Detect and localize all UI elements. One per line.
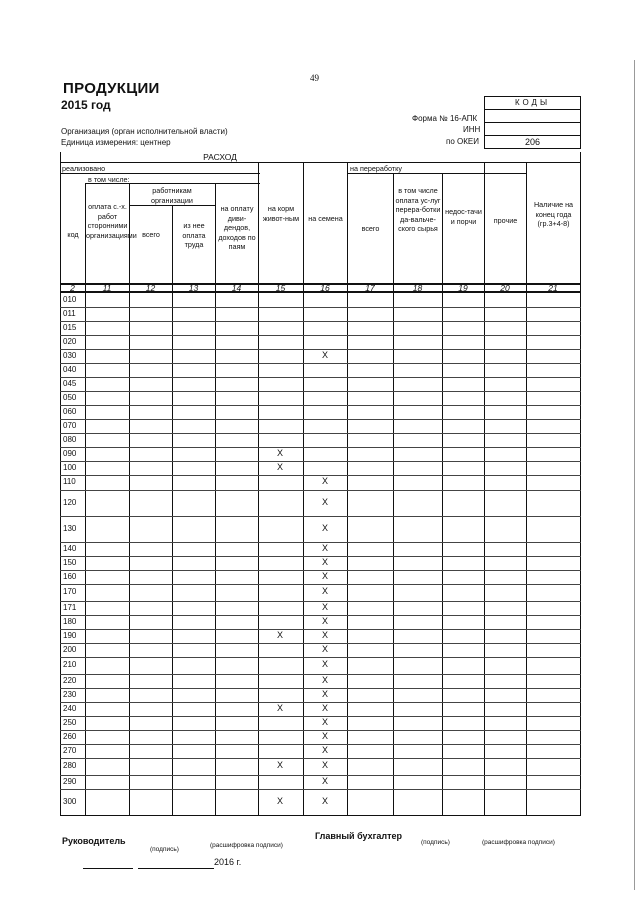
row-code: 010 bbox=[63, 295, 77, 305]
row-code: 090 bbox=[63, 449, 77, 459]
row-divider bbox=[60, 419, 581, 420]
row-code: 280 bbox=[63, 761, 77, 771]
x-mark-col15: X bbox=[276, 448, 283, 459]
row-divider bbox=[60, 447, 581, 448]
col-num-11: 11 bbox=[102, 283, 112, 293]
codes-inn-field[interactable] bbox=[485, 123, 580, 136]
col-num-14: 14 bbox=[231, 283, 242, 293]
row-divider bbox=[60, 516, 581, 517]
x-mark-col16: X bbox=[321, 542, 328, 553]
row-code: 040 bbox=[63, 365, 77, 375]
footer-year: 2016 г. bbox=[214, 857, 242, 867]
head-decoding-caption: (расшифровка подписи) bbox=[210, 842, 283, 849]
x-mark-col16: X bbox=[321, 629, 328, 640]
row-divider bbox=[60, 335, 581, 336]
x-mark-col16: X bbox=[321, 643, 328, 654]
x-mark-col16: X bbox=[321, 744, 328, 755]
row-divider bbox=[60, 758, 581, 759]
col-num-13: 13 bbox=[188, 283, 199, 293]
x-mark-col15: X bbox=[276, 702, 283, 713]
row-code: 220 bbox=[63, 675, 77, 685]
realizovano-header: реализовано bbox=[62, 164, 106, 173]
row-code: 011 bbox=[63, 309, 76, 319]
date-day-line[interactable] bbox=[83, 868, 133, 869]
x-mark-col16: X bbox=[321, 476, 328, 487]
row-code: 080 bbox=[63, 435, 77, 445]
row-code: 270 bbox=[63, 745, 77, 755]
row-code: 130 bbox=[63, 523, 77, 533]
x-mark-col16: X bbox=[321, 730, 328, 741]
row-code: 300 bbox=[63, 797, 77, 806]
x-mark-col16: X bbox=[321, 586, 328, 597]
row-code: 190 bbox=[63, 630, 77, 640]
row-code: 250 bbox=[63, 717, 77, 727]
col-num-12: 12 bbox=[145, 283, 156, 293]
form-number-label: Форма № 16-АПК bbox=[412, 114, 478, 123]
chief-accountant-label: Главный бухгалтер bbox=[315, 831, 403, 841]
x-mark-col16: X bbox=[321, 674, 328, 685]
inn-label: ИНН bbox=[463, 125, 481, 134]
head-label: Руководитель bbox=[62, 836, 126, 846]
okei-label: по ОКЕИ bbox=[446, 137, 479, 146]
x-mark-col16: X bbox=[321, 615, 328, 626]
x-mark-col16: X bbox=[321, 796, 328, 806]
row-code: 150 bbox=[63, 557, 77, 567]
x-mark-col16: X bbox=[321, 760, 328, 771]
row-code: 030 bbox=[63, 351, 77, 361]
row-code: 015 bbox=[63, 323, 77, 333]
vsego-header-1: всего bbox=[142, 230, 160, 239]
date-month-line[interactable] bbox=[138, 868, 214, 869]
row-divider bbox=[60, 461, 581, 462]
row-divider bbox=[60, 584, 581, 585]
row-code: 180 bbox=[63, 616, 77, 626]
x-mark-col16: X bbox=[321, 702, 328, 713]
col-num-20: 20 bbox=[500, 283, 510, 293]
x-mark-col15: X bbox=[276, 629, 283, 640]
row-divider bbox=[60, 363, 581, 364]
x-mark-col16: X bbox=[321, 688, 328, 699]
col-num-17: 17 bbox=[365, 283, 375, 293]
x-mark-col16: X bbox=[321, 350, 328, 361]
scan-edge-line bbox=[634, 60, 635, 890]
accountant-signature-caption: (подпись) bbox=[421, 839, 450, 846]
row-code: 060 bbox=[63, 407, 77, 417]
x-mark-col15: X bbox=[276, 796, 283, 806]
col-num-2: 2 bbox=[70, 283, 75, 293]
row-code: 160 bbox=[63, 571, 77, 581]
codes-form-field[interactable] bbox=[485, 110, 580, 123]
col-num-15: 15 bbox=[275, 283, 286, 293]
row-code: 045 bbox=[63, 379, 77, 389]
row-code: 290 bbox=[63, 776, 77, 786]
row-code: 210 bbox=[63, 660, 77, 670]
v-tom-chisle-header: в том числе: bbox=[88, 175, 130, 184]
x-mark-col16: X bbox=[321, 556, 328, 567]
row-code: 200 bbox=[63, 644, 77, 654]
row-code: 070 bbox=[63, 421, 77, 431]
v-tom-chisle-oplata-header: в том числе оплата ус-луг перера-ботки да-вальче-ского сырья bbox=[395, 186, 441, 233]
prochie-header: прочие bbox=[493, 216, 518, 225]
row-divider bbox=[60, 490, 581, 491]
row-divider bbox=[60, 433, 581, 434]
x-mark-col16: X bbox=[321, 775, 328, 786]
vsego-header-2: всего bbox=[361, 224, 380, 233]
col-num-21: 21 bbox=[548, 283, 558, 293]
row-code: 171 bbox=[63, 602, 77, 612]
row-divider bbox=[60, 377, 581, 378]
iz-nee-header: из нее оплата труда bbox=[182, 221, 206, 249]
kod-header: код bbox=[67, 230, 79, 239]
rashod-header: РАСХОД bbox=[203, 152, 237, 162]
row-code: 260 bbox=[63, 731, 77, 741]
row-code: 230 bbox=[63, 689, 77, 699]
row-code: 050 bbox=[63, 393, 77, 403]
nalichie-header: Наличие на конец года (гр.3+4-8) bbox=[533, 200, 574, 228]
na-oplatu-div-header: на оплату диви-дендов, доходов по паям bbox=[218, 204, 256, 251]
codes-header: КОДЫ bbox=[485, 97, 580, 110]
row-code: 240 bbox=[63, 703, 77, 713]
row-code: 170 bbox=[63, 587, 77, 597]
na-korm-header: на корм живот-ным bbox=[262, 204, 300, 223]
row-divider bbox=[60, 789, 581, 790]
row-divider bbox=[60, 391, 581, 392]
row-code: 100 bbox=[63, 463, 77, 473]
row-code: 110 bbox=[63, 477, 76, 487]
row-divider bbox=[60, 307, 581, 308]
x-mark-col16: X bbox=[321, 659, 328, 670]
row-code: 020 bbox=[63, 337, 77, 347]
na-semena-header: на семена bbox=[308, 214, 343, 223]
col-num-16: 16 bbox=[320, 283, 330, 293]
x-mark-col15: X bbox=[276, 462, 283, 473]
x-mark-col16: X bbox=[321, 522, 328, 533]
unit-label: Единица измерения: центнер bbox=[61, 138, 171, 147]
head-signature-caption: (подпись) bbox=[150, 846, 179, 853]
organization-label: Организация (орган исполнительной власти) bbox=[61, 127, 228, 136]
data-table bbox=[60, 152, 581, 816]
codes-box bbox=[484, 96, 581, 149]
x-mark-col15: X bbox=[276, 760, 283, 771]
form-title: ПРОДУКЦИИ bbox=[63, 80, 160, 97]
codes-okei-field[interactable]: 206 bbox=[524, 137, 541, 147]
x-mark-col16: X bbox=[321, 716, 328, 727]
nedostachi-header: недос-тачи и порчи bbox=[445, 207, 482, 226]
page-number: 49 bbox=[310, 73, 319, 83]
na-pererabotku-header: на переработку bbox=[350, 164, 402, 173]
row-code: 120 bbox=[63, 497, 77, 507]
col-num-18: 18 bbox=[412, 283, 423, 293]
col-num-19: 19 bbox=[458, 283, 468, 293]
accountant-decoding-caption: (расшифровка подписи) bbox=[482, 839, 555, 846]
row-divider bbox=[60, 321, 581, 322]
row-code: 140 bbox=[63, 543, 77, 553]
oplata-storon-header: оплата с.-х. работ сторонними организациями bbox=[86, 202, 137, 240]
rabotnikam-header: работникам организации bbox=[151, 186, 193, 205]
x-mark-col16: X bbox=[321, 496, 328, 507]
row-divider bbox=[60, 657, 581, 658]
row-divider bbox=[60, 405, 581, 406]
x-mark-col16: X bbox=[321, 570, 328, 581]
form-year: 2015 год bbox=[61, 98, 111, 112]
x-mark-col16: X bbox=[321, 601, 328, 612]
